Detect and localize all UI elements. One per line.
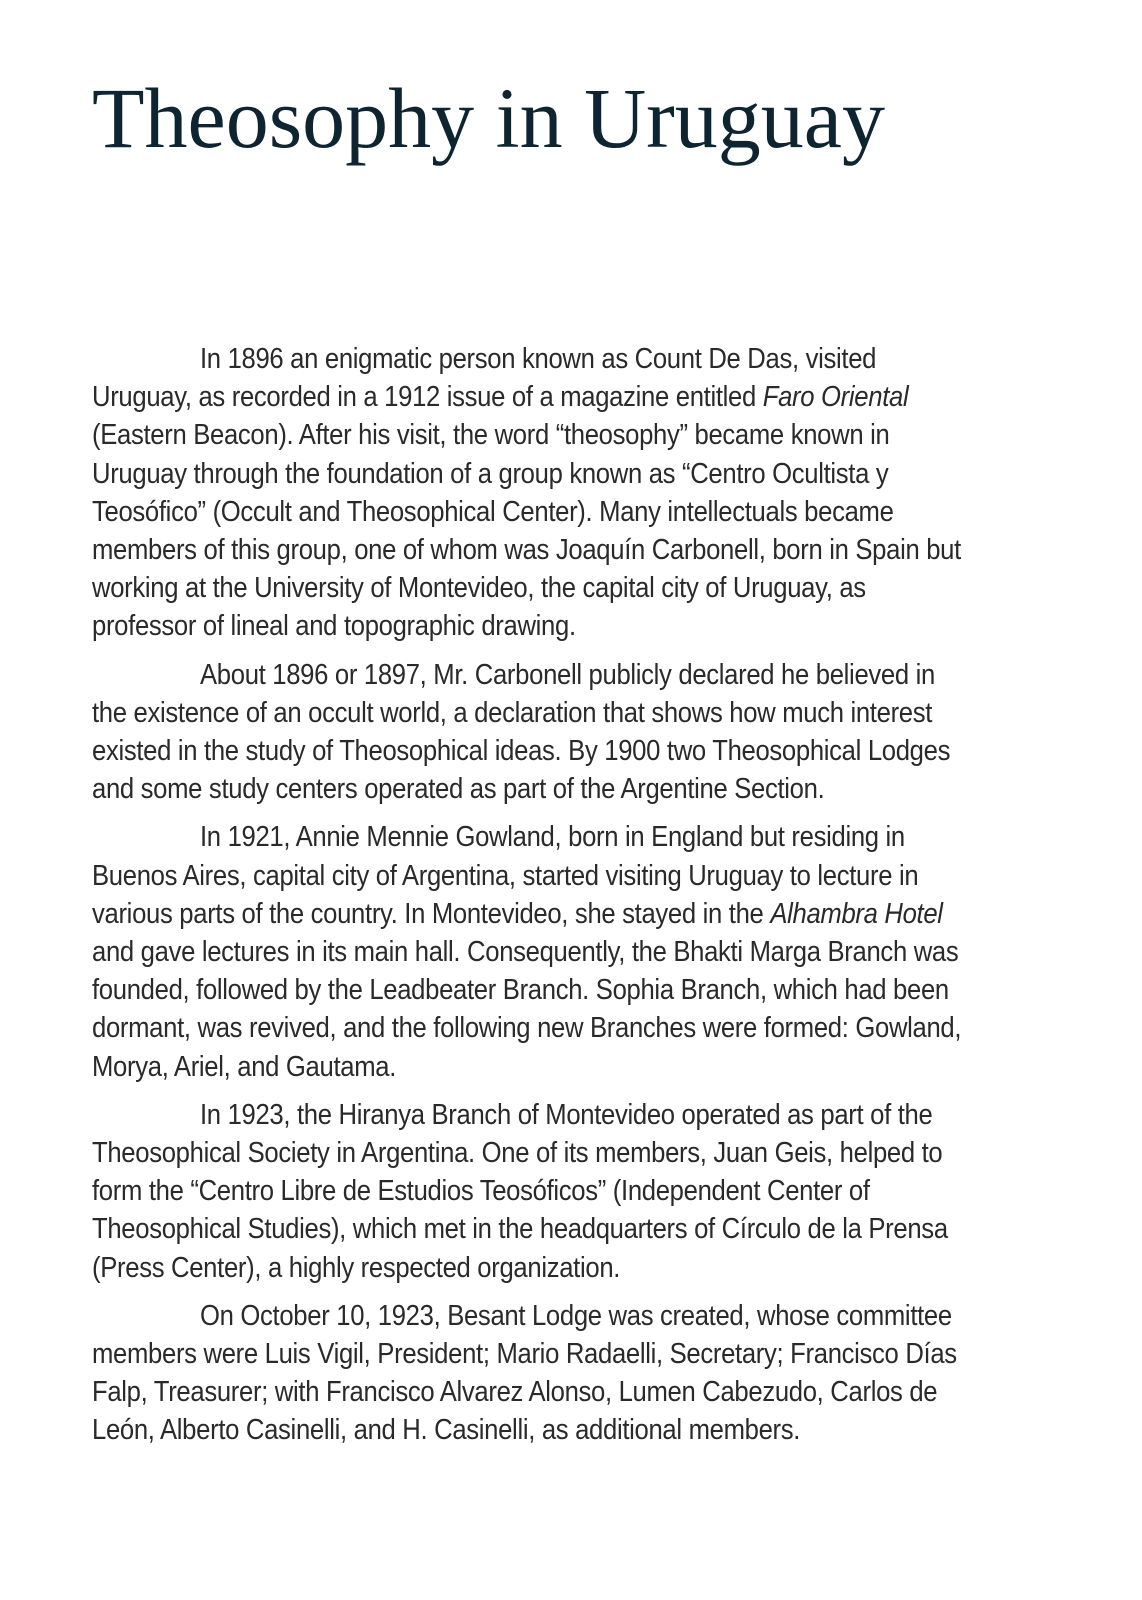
text-line: existed in the study of Theosophical ideas. By 1900 two Theosophical Lodges	[92, 735, 951, 768]
text-line: Morya, Ariel, and Gautama.	[92, 1050, 397, 1083]
text-line: members of this group, one of whom was Joaquín Carbonell, born in Spain but	[92, 534, 961, 567]
text-line: About 1896 or 1897, Mr. Carbonell publicly declared he believed in	[200, 658, 935, 691]
text-line: (Eastern Beacon). After his visit, the word “theosophy” became known in	[92, 419, 890, 452]
text-line: In 1896 an enigmatic person known as Count De Das, visited	[200, 343, 877, 375]
article-body	[92, 340, 962, 1460]
paragraph-hiranya-branch	[92, 1096, 956, 1287]
text-line: León, Alberto Casinelli, and H. Casinelli, as additional members.	[92, 1414, 801, 1447]
text-line: professor of lineal and topographic drawing.	[92, 610, 576, 643]
text-line: Uruguay through the foundation of a group known as “Centro Ocultista y	[92, 457, 889, 490]
text-line: Theosophical Society in Argentina. One of its members, Juan Geis, helped to	[92, 1137, 943, 1170]
text-line: Falp, Treasurer; with Francisco Alvarez Alonso, Lumen Cabezudo, Carlos de	[92, 1376, 938, 1409]
text-line: the existence of an occult world, a declaration that shows how much interest	[92, 696, 933, 729]
text-line: Teosófico” (Occult and Theosophical Center). Many intellectuals became	[92, 495, 894, 528]
text-line: Buenos Aires, capital city of Argentina, started visiting Uruguay to lecture in	[92, 859, 919, 892]
text-line: On October 10, 1923, Besant Lodge was created, whose committee	[200, 1299, 952, 1332]
text-line: and gave lectures in its main hall. Consequently, the Bhakti Marga Branch was	[92, 936, 959, 969]
page-title: Theosophy in Uruguay	[92, 70, 885, 166]
text-segment: various parts of the country. In Montevideo, she stayed in the	[92, 897, 771, 930]
paragraph-gowland	[92, 818, 962, 1085]
text-line	[92, 895, 956, 933]
text-line: founded, followed by the Leadbeater Branch. Sophia Branch, which had been	[92, 974, 949, 1007]
text-line: In 1921, Annie Mennie Gowland, born in England but residing in	[200, 821, 905, 854]
text-line: and some study centers operated as part of the Argentine Section.	[92, 773, 825, 806]
paragraph-carbonell	[92, 656, 956, 809]
paragraph-besant-lodge	[92, 1297, 956, 1450]
text-line: Theosophical Studies), which met in the headquarters of Círculo de la Prensa	[92, 1213, 948, 1246]
text-line: form the “Centro Libre de Estudios Teosóficos” (Independent Center of	[92, 1175, 870, 1208]
paragraph-count-de-das	[92, 340, 961, 646]
text-segment: Uruguay, as recorded in a 1912 issue of a magazine entitled	[92, 381, 763, 414]
italic-alhambra-hotel: Alhambra Hotel	[770, 897, 943, 930]
text-line: dormant, was revived, and the following new Branches were formed: Gowland,	[92, 1012, 962, 1045]
text-line: members were Luis Vigil, President; Mario Radaelli, Secretary; Francisco Días	[92, 1338, 957, 1371]
italic-title-faro-oriental: Faro Oriental	[762, 381, 909, 414]
text-line: In 1923, the Hiranya Branch of Montevideo operated as part of the	[200, 1098, 933, 1131]
text-line: working at the University of Montevideo, the capital city of Uruguay, as	[92, 572, 866, 605]
text-line	[92, 378, 956, 416]
text-line: (Press Center), a highly respected organization.	[92, 1251, 621, 1284]
